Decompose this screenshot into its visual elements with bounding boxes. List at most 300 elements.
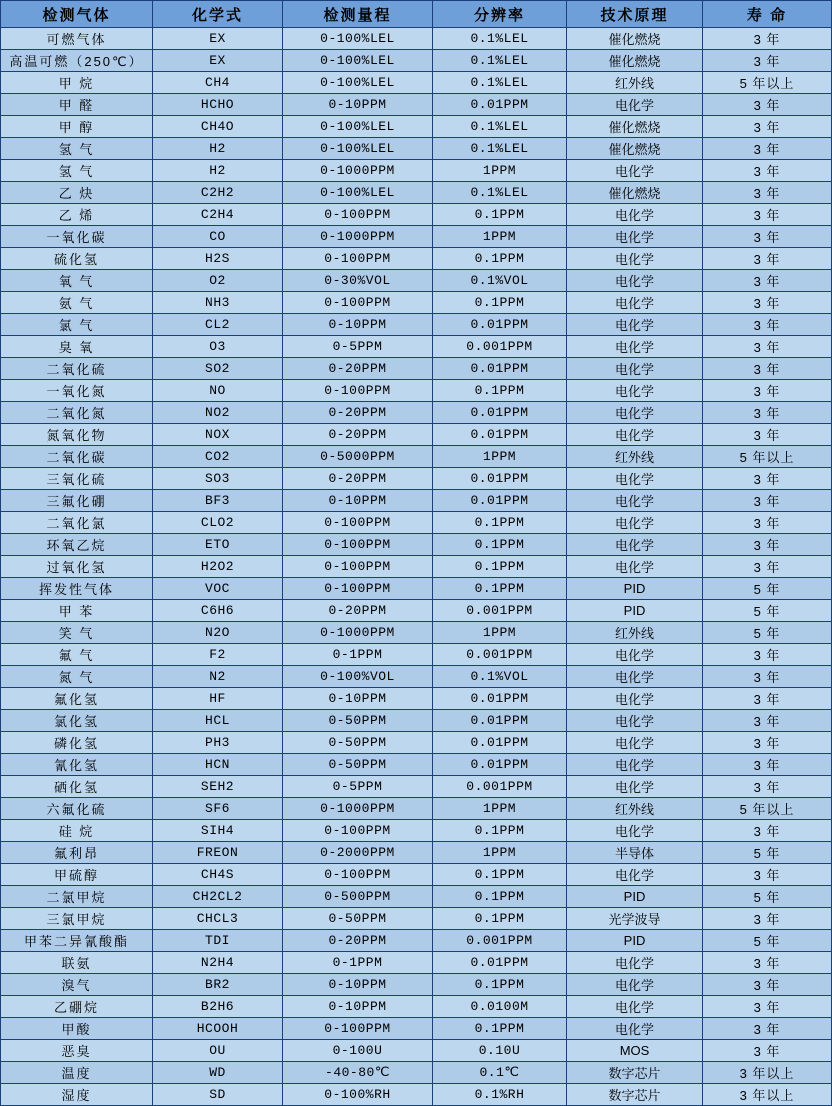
cell-detection-range: 0-5PPM bbox=[283, 776, 433, 798]
cell-chemical-formula: CH2CL2 bbox=[153, 886, 283, 908]
cell-chemical-formula: B2H6 bbox=[153, 996, 283, 1018]
cell-lifetime: 5 年 bbox=[703, 622, 832, 644]
cell-technical-principle: PID bbox=[567, 886, 703, 908]
cell-gas-name: 二氯甲烷 bbox=[1, 886, 153, 908]
cell-resolution: 0.01PPM bbox=[433, 402, 567, 424]
table-row bbox=[1, 358, 832, 380]
cell-detection-range: 0-5PPM bbox=[283, 336, 433, 358]
cell-resolution: 0.1PPM bbox=[433, 556, 567, 578]
cell-technical-principle: 催化燃烧 bbox=[567, 138, 703, 160]
cell-technical-principle: 电化学 bbox=[567, 402, 703, 424]
cell-detection-range: 0-20PPM bbox=[283, 600, 433, 622]
cell-technical-principle: 电化学 bbox=[567, 490, 703, 512]
cell-gas-name: 二氧化氯 bbox=[1, 512, 153, 534]
cell-gas-name: 三氯甲烷 bbox=[1, 908, 153, 930]
cell-detection-range: 0-100PPM bbox=[283, 534, 433, 556]
cell-resolution: 1PPM bbox=[433, 798, 567, 820]
cell-lifetime: 3 年 bbox=[703, 754, 832, 776]
cell-detection-range: 0-500PPM bbox=[283, 886, 433, 908]
cell-lifetime: 3 年 bbox=[703, 226, 832, 248]
cell-chemical-formula: CH4O bbox=[153, 116, 283, 138]
table-row bbox=[1, 710, 832, 732]
column-header-gas-name: 检测气体 bbox=[1, 1, 153, 28]
cell-resolution: 0.1%VOL bbox=[433, 270, 567, 292]
cell-resolution: 0.1PPM bbox=[433, 864, 567, 886]
cell-resolution: 0.01PPM bbox=[433, 358, 567, 380]
table-row bbox=[1, 402, 832, 424]
cell-chemical-formula: H2 bbox=[153, 160, 283, 182]
cell-technical-principle: 电化学 bbox=[567, 94, 703, 116]
cell-technical-principle: 电化学 bbox=[567, 974, 703, 996]
cell-technical-principle: 电化学 bbox=[567, 952, 703, 974]
cell-resolution: 0.01PPM bbox=[433, 490, 567, 512]
cell-detection-range: 0-100PPM bbox=[283, 248, 433, 270]
cell-chemical-formula: HCOOH bbox=[153, 1018, 283, 1040]
cell-detection-range: 0-100%VOL bbox=[283, 666, 433, 688]
cell-technical-principle: PID bbox=[567, 930, 703, 952]
cell-detection-range: 0-100%LEL bbox=[283, 182, 433, 204]
cell-chemical-formula: NOX bbox=[153, 424, 283, 446]
cell-chemical-formula: CL2 bbox=[153, 314, 283, 336]
cell-gas-name: 氯化氢 bbox=[1, 710, 153, 732]
cell-resolution: 0.1PPM bbox=[433, 292, 567, 314]
column-header-resolution: 分辨率 bbox=[433, 1, 567, 28]
table-header-row bbox=[1, 1, 832, 28]
table-row bbox=[1, 644, 832, 666]
cell-chemical-formula: HCN bbox=[153, 754, 283, 776]
cell-resolution: 0.01PPM bbox=[433, 424, 567, 446]
cell-technical-principle: PID bbox=[567, 600, 703, 622]
cell-chemical-formula: ETO bbox=[153, 534, 283, 556]
cell-gas-name: 联氨 bbox=[1, 952, 153, 974]
cell-chemical-formula: CH4 bbox=[153, 72, 283, 94]
cell-chemical-formula: C2H4 bbox=[153, 204, 283, 226]
cell-detection-range: 0-100PPM bbox=[283, 820, 433, 842]
cell-resolution: 0.1PPM bbox=[433, 512, 567, 534]
cell-resolution: 0.1%LEL bbox=[433, 72, 567, 94]
cell-gas-name: 二氧化碳 bbox=[1, 446, 153, 468]
cell-lifetime: 3 年 bbox=[703, 336, 832, 358]
cell-detection-range: 0-50PPM bbox=[283, 710, 433, 732]
cell-chemical-formula: H2 bbox=[153, 138, 283, 160]
cell-resolution: 0.001PPM bbox=[433, 644, 567, 666]
cell-chemical-formula: SEH2 bbox=[153, 776, 283, 798]
column-header-principle: 技术原理 bbox=[567, 1, 703, 28]
cell-technical-principle: 电化学 bbox=[567, 666, 703, 688]
cell-chemical-formula: SO2 bbox=[153, 358, 283, 380]
cell-detection-range: 0-50PPM bbox=[283, 908, 433, 930]
cell-resolution: 0.01PPM bbox=[433, 94, 567, 116]
cell-technical-principle: 催化燃烧 bbox=[567, 116, 703, 138]
cell-lifetime: 3 年 bbox=[703, 314, 832, 336]
cell-gas-name: 二氧化硫 bbox=[1, 358, 153, 380]
table-row bbox=[1, 798, 832, 820]
cell-detection-range: 0-50PPM bbox=[283, 732, 433, 754]
cell-technical-principle: 红外线 bbox=[567, 446, 703, 468]
cell-detection-range: -40-80℃ bbox=[283, 1062, 433, 1084]
cell-chemical-formula: N2H4 bbox=[153, 952, 283, 974]
cell-resolution: 0.1%LEL bbox=[433, 28, 567, 50]
cell-lifetime: 3 年 bbox=[703, 160, 832, 182]
cell-lifetime: 3 年 bbox=[703, 776, 832, 798]
cell-technical-principle: 电化学 bbox=[567, 754, 703, 776]
cell-lifetime: 5 年 bbox=[703, 930, 832, 952]
cell-resolution: 0.10U bbox=[433, 1040, 567, 1062]
cell-lifetime: 3 年 bbox=[703, 468, 832, 490]
cell-technical-principle: 电化学 bbox=[567, 468, 703, 490]
cell-chemical-formula: SF6 bbox=[153, 798, 283, 820]
cell-gas-name: 氟化氢 bbox=[1, 688, 153, 710]
cell-resolution: 0.001PPM bbox=[433, 776, 567, 798]
cell-lifetime: 3 年 bbox=[703, 1018, 832, 1040]
cell-resolution: 0.01PPM bbox=[433, 732, 567, 754]
cell-gas-name: 硅 烷 bbox=[1, 820, 153, 842]
cell-detection-range: 0-1000PPM bbox=[283, 160, 433, 182]
cell-technical-principle: 红外线 bbox=[567, 798, 703, 820]
table-row bbox=[1, 600, 832, 622]
cell-lifetime: 3 年 bbox=[703, 688, 832, 710]
table-row bbox=[1, 534, 832, 556]
cell-gas-name: 氧 气 bbox=[1, 270, 153, 292]
cell-chemical-formula: C6H6 bbox=[153, 600, 283, 622]
cell-gas-name: 二氧化氮 bbox=[1, 402, 153, 424]
cell-gas-name: 甲酸 bbox=[1, 1018, 153, 1040]
cell-lifetime: 3 年 bbox=[703, 710, 832, 732]
cell-resolution: 0.1PPM bbox=[433, 1018, 567, 1040]
cell-resolution: 0.001PPM bbox=[433, 336, 567, 358]
cell-detection-range: 0-10PPM bbox=[283, 996, 433, 1018]
table-row bbox=[1, 204, 832, 226]
cell-technical-principle: 电化学 bbox=[567, 270, 703, 292]
cell-gas-name: 湿度 bbox=[1, 1084, 153, 1106]
cell-resolution: 0.01PPM bbox=[433, 468, 567, 490]
cell-gas-name: 三氟化硼 bbox=[1, 490, 153, 512]
cell-detection-range: 0-100U bbox=[283, 1040, 433, 1062]
cell-lifetime: 3 年 bbox=[703, 50, 832, 72]
cell-lifetime: 5 年以上 bbox=[703, 446, 832, 468]
cell-chemical-formula: HF bbox=[153, 688, 283, 710]
cell-gas-name: 甲 醛 bbox=[1, 94, 153, 116]
table-row bbox=[1, 512, 832, 534]
cell-lifetime: 3 年 bbox=[703, 490, 832, 512]
cell-detection-range: 0-20PPM bbox=[283, 424, 433, 446]
cell-technical-principle: 电化学 bbox=[567, 534, 703, 556]
cell-gas-name: 氰化氢 bbox=[1, 754, 153, 776]
cell-lifetime: 5 年 bbox=[703, 842, 832, 864]
cell-lifetime: 3 年 bbox=[703, 248, 832, 270]
cell-detection-range: 0-100PPM bbox=[283, 578, 433, 600]
cell-chemical-formula: BR2 bbox=[153, 974, 283, 996]
cell-detection-range: 0-100PPM bbox=[283, 556, 433, 578]
table-row bbox=[1, 974, 832, 996]
cell-resolution: 0.001PPM bbox=[433, 600, 567, 622]
cell-detection-range: 0-1000PPM bbox=[283, 798, 433, 820]
cell-gas-name: 乙 烯 bbox=[1, 204, 153, 226]
cell-chemical-formula: H2O2 bbox=[153, 556, 283, 578]
table-row bbox=[1, 50, 832, 72]
cell-gas-name: 磷化氢 bbox=[1, 732, 153, 754]
cell-detection-range: 0-2000PPM bbox=[283, 842, 433, 864]
cell-gas-name: 氟 气 bbox=[1, 644, 153, 666]
cell-gas-name: 氢 气 bbox=[1, 138, 153, 160]
cell-chemical-formula: OU bbox=[153, 1040, 283, 1062]
cell-resolution: 0.1PPM bbox=[433, 974, 567, 996]
cell-lifetime: 3 年 bbox=[703, 182, 832, 204]
cell-technical-principle: 电化学 bbox=[567, 776, 703, 798]
table-row bbox=[1, 666, 832, 688]
cell-gas-name: 甲苯二异氰酸酯 bbox=[1, 930, 153, 952]
cell-gas-name: 温度 bbox=[1, 1062, 153, 1084]
cell-resolution: 1PPM bbox=[433, 842, 567, 864]
cell-lifetime: 3 年 bbox=[703, 138, 832, 160]
cell-lifetime: 3 年 bbox=[703, 424, 832, 446]
cell-detection-range: 0-10PPM bbox=[283, 688, 433, 710]
cell-lifetime: 3 年 bbox=[703, 358, 832, 380]
cell-chemical-formula: FREON bbox=[153, 842, 283, 864]
cell-gas-name: 甲 醇 bbox=[1, 116, 153, 138]
cell-gas-name: 六氟化硫 bbox=[1, 798, 153, 820]
table-row bbox=[1, 952, 832, 974]
cell-detection-range: 0-100PPM bbox=[283, 380, 433, 402]
cell-chemical-formula: CLO2 bbox=[153, 512, 283, 534]
cell-detection-range: 0-20PPM bbox=[283, 468, 433, 490]
cell-gas-name: 乙硼烷 bbox=[1, 996, 153, 1018]
cell-lifetime: 5 年以上 bbox=[703, 72, 832, 94]
cell-gas-name: 甲 苯 bbox=[1, 600, 153, 622]
cell-chemical-formula: HCL bbox=[153, 710, 283, 732]
cell-detection-range: 0-20PPM bbox=[283, 402, 433, 424]
cell-technical-principle: 电化学 bbox=[567, 380, 703, 402]
cell-resolution: 0.1%RH bbox=[433, 1084, 567, 1106]
cell-gas-name: 氢 气 bbox=[1, 160, 153, 182]
cell-gas-name: 一氧化氮 bbox=[1, 380, 153, 402]
cell-lifetime: 5 年 bbox=[703, 886, 832, 908]
cell-technical-principle: PID bbox=[567, 578, 703, 600]
table-row bbox=[1, 842, 832, 864]
cell-lifetime: 3 年 bbox=[703, 204, 832, 226]
cell-technical-principle: 电化学 bbox=[567, 732, 703, 754]
cell-detection-range: 0-100%LEL bbox=[283, 50, 433, 72]
cell-detection-range: 0-5000PPM bbox=[283, 446, 433, 468]
table-row bbox=[1, 1084, 832, 1106]
table-row bbox=[1, 1018, 832, 1040]
cell-chemical-formula: N2 bbox=[153, 666, 283, 688]
cell-chemical-formula: NO2 bbox=[153, 402, 283, 424]
cell-gas-name: 环氧乙烷 bbox=[1, 534, 153, 556]
table-row bbox=[1, 886, 832, 908]
cell-detection-range: 0-100PPM bbox=[283, 204, 433, 226]
cell-technical-principle: 电化学 bbox=[567, 292, 703, 314]
cell-technical-principle: 半导体 bbox=[567, 842, 703, 864]
column-header-lifetime: 寿 命 bbox=[703, 1, 832, 28]
cell-chemical-formula: N2O bbox=[153, 622, 283, 644]
table-row bbox=[1, 314, 832, 336]
cell-technical-principle: 催化燃烧 bbox=[567, 50, 703, 72]
cell-lifetime: 3 年 bbox=[703, 28, 832, 50]
cell-resolution: 0.1PPM bbox=[433, 908, 567, 930]
cell-resolution: 0.01PPM bbox=[433, 754, 567, 776]
cell-resolution: 0.1PPM bbox=[433, 248, 567, 270]
cell-technical-principle: 光学波导 bbox=[567, 908, 703, 930]
cell-gas-name: 氟利昂 bbox=[1, 842, 153, 864]
cell-technical-principle: 电化学 bbox=[567, 336, 703, 358]
cell-detection-range: 0-1PPM bbox=[283, 644, 433, 666]
cell-detection-range: 0-20PPM bbox=[283, 358, 433, 380]
cell-gas-name: 笑 气 bbox=[1, 622, 153, 644]
cell-chemical-formula: TDI bbox=[153, 930, 283, 952]
cell-chemical-formula: H2S bbox=[153, 248, 283, 270]
table-row bbox=[1, 776, 832, 798]
cell-resolution: 0.1%LEL bbox=[433, 116, 567, 138]
cell-lifetime: 3 年 bbox=[703, 402, 832, 424]
cell-gas-name: 硫化氢 bbox=[1, 248, 153, 270]
cell-lifetime: 3 年 bbox=[703, 116, 832, 138]
cell-lifetime: 3 年 bbox=[703, 864, 832, 886]
cell-technical-principle: 催化燃烧 bbox=[567, 182, 703, 204]
cell-technical-principle: 电化学 bbox=[567, 996, 703, 1018]
cell-lifetime: 3 年 bbox=[703, 270, 832, 292]
cell-resolution: 0.01PPM bbox=[433, 314, 567, 336]
cell-technical-principle: 电化学 bbox=[567, 820, 703, 842]
cell-lifetime: 3 年 bbox=[703, 996, 832, 1018]
cell-lifetime: 3 年 bbox=[703, 666, 832, 688]
cell-lifetime: 3 年 bbox=[703, 820, 832, 842]
cell-gas-name: 高温可燃（250℃） bbox=[1, 50, 153, 72]
cell-chemical-formula: SIH4 bbox=[153, 820, 283, 842]
cell-technical-principle: 电化学 bbox=[567, 512, 703, 534]
cell-lifetime: 3 年 bbox=[703, 974, 832, 996]
table-row bbox=[1, 336, 832, 358]
cell-technical-principle: 数字芯片 bbox=[567, 1062, 703, 1084]
cell-resolution: 0.1%LEL bbox=[433, 182, 567, 204]
cell-gas-name: 溴气 bbox=[1, 974, 153, 996]
cell-resolution: 1PPM bbox=[433, 446, 567, 468]
cell-chemical-formula: PH3 bbox=[153, 732, 283, 754]
cell-technical-principle: 电化学 bbox=[567, 248, 703, 270]
cell-detection-range: 0-100PPM bbox=[283, 864, 433, 886]
table-row bbox=[1, 688, 832, 710]
table-row bbox=[1, 622, 832, 644]
table-header bbox=[1, 1, 832, 28]
table-row bbox=[1, 226, 832, 248]
cell-chemical-formula: HCHO bbox=[153, 94, 283, 116]
cell-chemical-formula: EX bbox=[153, 28, 283, 50]
cell-resolution: 0.1PPM bbox=[433, 380, 567, 402]
cell-lifetime: 3 年以上 bbox=[703, 1084, 832, 1106]
cell-chemical-formula: EX bbox=[153, 50, 283, 72]
cell-chemical-formula: SD bbox=[153, 1084, 283, 1106]
cell-resolution: 0.1PPM bbox=[433, 886, 567, 908]
cell-detection-range: 0-100%RH bbox=[283, 1084, 433, 1106]
cell-gas-name: 可燃气体 bbox=[1, 28, 153, 50]
table-row bbox=[1, 578, 832, 600]
cell-detection-range: 0-100%LEL bbox=[283, 72, 433, 94]
cell-gas-name: 三氧化硫 bbox=[1, 468, 153, 490]
cell-lifetime: 3 年 bbox=[703, 952, 832, 974]
table-row bbox=[1, 1062, 832, 1084]
table-row bbox=[1, 468, 832, 490]
cell-technical-principle: 电化学 bbox=[567, 204, 703, 226]
cell-chemical-formula: C2H2 bbox=[153, 182, 283, 204]
cell-technical-principle: 电化学 bbox=[567, 160, 703, 182]
cell-chemical-formula: BF3 bbox=[153, 490, 283, 512]
cell-resolution: 0.1%VOL bbox=[433, 666, 567, 688]
cell-resolution: 0.01PPM bbox=[433, 688, 567, 710]
table-row bbox=[1, 908, 832, 930]
cell-gas-name: 氮氧化物 bbox=[1, 424, 153, 446]
cell-chemical-formula: CO2 bbox=[153, 446, 283, 468]
table-row bbox=[1, 754, 832, 776]
table-row bbox=[1, 292, 832, 314]
cell-resolution: 0.1PPM bbox=[433, 578, 567, 600]
cell-technical-principle: 催化燃烧 bbox=[567, 28, 703, 50]
cell-detection-range: 0-100PPM bbox=[283, 512, 433, 534]
cell-chemical-formula: NO bbox=[153, 380, 283, 402]
cell-detection-range: 0-100%LEL bbox=[283, 116, 433, 138]
cell-lifetime: 3 年 bbox=[703, 732, 832, 754]
table-row bbox=[1, 94, 832, 116]
cell-technical-principle: MOS bbox=[567, 1040, 703, 1062]
table-row bbox=[1, 864, 832, 886]
cell-detection-range: 0-30%VOL bbox=[283, 270, 433, 292]
cell-gas-name: 过氧化氢 bbox=[1, 556, 153, 578]
cell-resolution: 0.1%LEL bbox=[433, 50, 567, 72]
cell-gas-name: 恶臭 bbox=[1, 1040, 153, 1062]
cell-lifetime: 3 年 bbox=[703, 556, 832, 578]
cell-lifetime: 3 年 bbox=[703, 534, 832, 556]
cell-resolution: 0.1PPM bbox=[433, 820, 567, 842]
cell-resolution: 0.01PPM bbox=[433, 710, 567, 732]
cell-detection-range: 0-100PPM bbox=[283, 292, 433, 314]
cell-gas-name: 硒化氢 bbox=[1, 776, 153, 798]
table-row bbox=[1, 380, 832, 402]
cell-chemical-formula: CO bbox=[153, 226, 283, 248]
cell-technical-principle: 电化学 bbox=[567, 710, 703, 732]
cell-technical-principle: 电化学 bbox=[567, 314, 703, 336]
cell-detection-range: 0-50PPM bbox=[283, 754, 433, 776]
table-row bbox=[1, 424, 832, 446]
cell-technical-principle: 电化学 bbox=[567, 358, 703, 380]
cell-technical-principle: 电化学 bbox=[567, 864, 703, 886]
cell-lifetime: 5 年 bbox=[703, 578, 832, 600]
cell-resolution: 0.1%LEL bbox=[433, 138, 567, 160]
cell-technical-principle: 电化学 bbox=[567, 644, 703, 666]
cell-detection-range: 0-1000PPM bbox=[283, 622, 433, 644]
table-row bbox=[1, 732, 832, 754]
cell-gas-name: 甲 烷 bbox=[1, 72, 153, 94]
cell-detection-range: 0-1000PPM bbox=[283, 226, 433, 248]
cell-resolution: 0.01PPM bbox=[433, 952, 567, 974]
cell-detection-range: 0-100%LEL bbox=[283, 28, 433, 50]
table-row bbox=[1, 820, 832, 842]
cell-technical-principle: 电化学 bbox=[567, 556, 703, 578]
column-header-range: 检测量程 bbox=[283, 1, 433, 28]
cell-lifetime: 3 年 bbox=[703, 1040, 832, 1062]
cell-gas-name: 氨 气 bbox=[1, 292, 153, 314]
cell-resolution: 0.1PPM bbox=[433, 204, 567, 226]
table-row bbox=[1, 138, 832, 160]
cell-chemical-formula: O2 bbox=[153, 270, 283, 292]
cell-chemical-formula: CH4S bbox=[153, 864, 283, 886]
table-row bbox=[1, 248, 832, 270]
cell-lifetime: 3 年 bbox=[703, 292, 832, 314]
table-row bbox=[1, 1040, 832, 1062]
table-row bbox=[1, 116, 832, 138]
table-row bbox=[1, 160, 832, 182]
cell-resolution: 0.1℃ bbox=[433, 1062, 567, 1084]
cell-gas-name: 氮 气 bbox=[1, 666, 153, 688]
cell-chemical-formula: VOC bbox=[153, 578, 283, 600]
